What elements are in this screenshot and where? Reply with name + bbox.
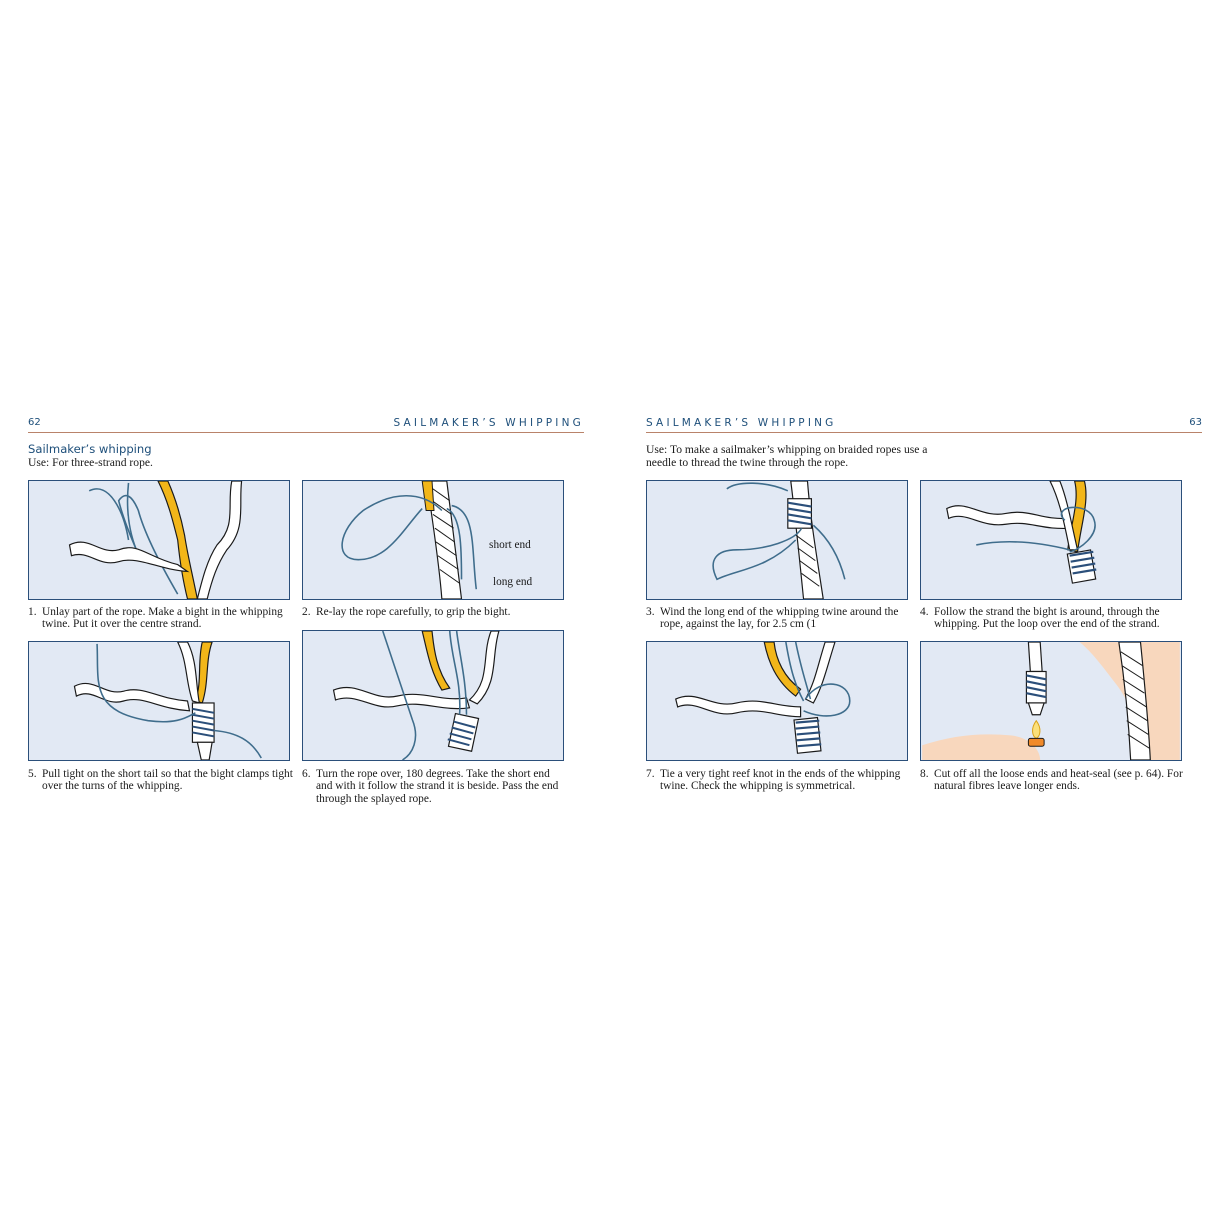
illustration-step-6 — [302, 630, 564, 761]
intro-text: Use: For three-strand rope. — [28, 456, 153, 469]
page-number: 62 — [28, 417, 41, 428]
label-long-end: long end — [492, 576, 533, 589]
illustration-step-1 — [28, 480, 290, 600]
illustration-step-2 — [302, 480, 564, 600]
caption-step-4: 4. Follow the strand the bight is around, through the whipping. Put the loop over the end of the strand. — [920, 606, 1160, 631]
left-page — [28, 410, 584, 805]
running-title: SAILMAKER’S WHIPPING — [393, 417, 584, 429]
caption-step-2: 2. Re-lay the rope carefully, to grip the bight. — [302, 606, 511, 618]
illustration-step-5 — [28, 641, 290, 761]
caption-step-7: 7. Tie a very tight reef knot in the ends of the whipping twine. Check the whipping is symmetrical. — [646, 768, 901, 793]
caption-step-8: 8. Cut off all the loose ends and heat-seal (see p. 64). For natural fibres leave longer ends. — [920, 768, 1183, 793]
right-page — [646, 410, 1202, 793]
label-short-end: short end — [489, 538, 531, 551]
illustration-step-3 — [646, 480, 908, 600]
intro-text: Use: To make a sailmaker’s whipping on braided ropes use a needle to thread the twine through the rope. — [646, 443, 928, 469]
running-title: SAILMAKER’S WHIPPING — [646, 417, 837, 429]
caption-step-6: 6. Turn the rope over, 180 degrees. Take the short end and with it follow the strand it is beside. Pass the end through the splayed rope. — [302, 768, 559, 805]
illustration-step-4 — [920, 480, 1182, 600]
running-header — [646, 410, 1202, 433]
caption-step-3: 3. Wind the long end of the whipping twine around the rope, against the lay, for 2.5 cm (1 — [646, 606, 899, 631]
illustration-step-7 — [646, 641, 908, 761]
page-number: 63 — [1189, 417, 1202, 428]
illustration-step-8 — [920, 641, 1182, 761]
section-heading: Sailmaker’s whipping — [28, 442, 152, 456]
running-header — [28, 410, 584, 433]
caption-step-1: 1. Unlay part of the rope. Make a bight in the whipping twine. Put it over the centre strand. — [28, 606, 283, 631]
section-intro — [646, 443, 946, 469]
section-intro — [28, 443, 448, 469]
caption-step-5: 5. Pull tight on the short tail so that the bight clamps tight over the turns of the whipping. — [28, 768, 293, 793]
